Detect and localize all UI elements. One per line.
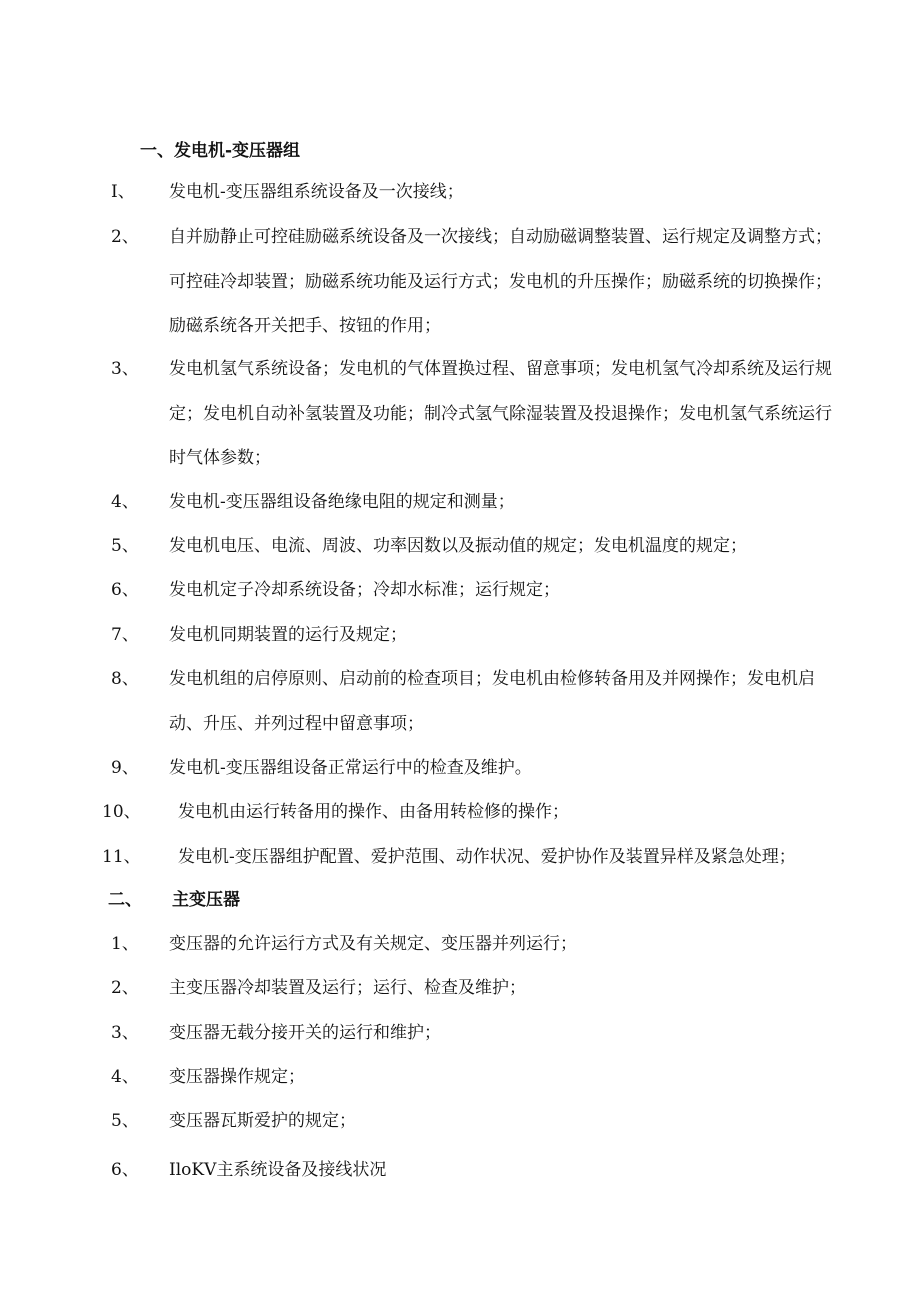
list-item xyxy=(111,524,845,569)
list-item xyxy=(111,215,845,349)
item-text: 发电机-变压器组设备正常运行中的检查及维护。 xyxy=(169,758,532,778)
item-text: 发电机氢气系统设备；发电机的气体置换过程、留意事项；发电机氢气冷却系统及运行规定；发电机自动补氢装置及功能；制冷式氢气除湿装置及投退操作；发电机氢气系统运行时气体参数； xyxy=(169,359,832,468)
item-number: 4、 xyxy=(111,1067,139,1087)
list-item xyxy=(111,922,845,967)
list-item xyxy=(111,568,845,613)
item-number: 2、 xyxy=(111,978,139,998)
item-number: 2、 xyxy=(111,227,139,247)
item-number: 3、 xyxy=(111,1023,139,1043)
list-item xyxy=(102,835,883,880)
item-number: 3、 xyxy=(111,359,139,379)
list-item xyxy=(111,1099,845,1144)
item-number: 7、 xyxy=(111,625,139,645)
item-text: 发电机同期装置的运行及规定； xyxy=(169,625,407,645)
item-number: 11、 xyxy=(102,847,141,867)
list-item xyxy=(111,480,845,525)
section-1-heading-text: 一、发电机-变压器组 xyxy=(140,141,301,161)
list-item xyxy=(111,1148,845,1193)
section-1-heading xyxy=(140,139,300,163)
list-item xyxy=(111,347,845,481)
list-item xyxy=(111,966,845,1011)
list-item xyxy=(111,657,845,746)
item-text: 发电机-变压器组系统设备及一次接线； xyxy=(169,182,464,202)
list-item xyxy=(111,746,845,791)
section-2-heading-text: 主变压器 xyxy=(172,890,240,910)
item-number: 6、 xyxy=(111,580,139,600)
item-text: 发电机定子冷却系统设备；冷却水标准；运行规定； xyxy=(169,580,560,600)
item-number: 10、 xyxy=(102,802,141,822)
list-item xyxy=(102,790,858,835)
item-text: 自并励静止可控硅励磁系统设备及一次接线；自动励磁调整装置、运行规定及调整方式；可控硅冷却装置；励磁系统功能及运行方式；发电机的升压操作；励磁系统的切换操作；励磁系统各开关把手、按钮的作用； xyxy=(169,227,832,336)
item-text: IloKV主系统设备及接线状况 xyxy=(169,1160,387,1180)
item-text: 变压器操作规定； xyxy=(169,1067,305,1087)
section-2-heading xyxy=(108,888,240,912)
list-item xyxy=(111,1011,845,1056)
item-text: 变压器无载分接开关的运行和维护； xyxy=(169,1023,441,1043)
item-number: 8、 xyxy=(111,669,139,689)
list-item xyxy=(111,1055,845,1100)
list-item xyxy=(111,170,845,215)
item-text: 变压器瓦斯爱护的规定； xyxy=(169,1111,356,1131)
item-text: 发电机由运行转备用的操作、由备用转检修的操作； xyxy=(178,802,569,822)
item-text: 主变压器冷却装置及运行；运行、检查及维护； xyxy=(169,978,526,998)
item-number: 9、 xyxy=(111,758,139,778)
list-item xyxy=(111,613,845,658)
item-number: 6、 xyxy=(111,1160,139,1180)
item-text: 发电机电压、电流、周波、功率因数以及振动值的规定；发电机温度的规定； xyxy=(169,536,747,556)
item-text: 发电机-变压器组护配置、爱护范围、动作状况、爱护协作及装置异样及紧急处理； xyxy=(178,847,796,867)
item-number: 4、 xyxy=(111,492,139,512)
item-text: 发电机-变压器组设备绝缘电阻的规定和测量； xyxy=(169,492,515,512)
item-text: 发电机组的启停原则、启动前的检查项目；发电机由检修转备用及并网操作；发电机启动、升压、并列过程中留意事项； xyxy=(169,669,815,734)
item-number: 5、 xyxy=(111,1111,139,1131)
item-text: 变压器的允许运行方式及有关规定、变压器并列运行； xyxy=(169,934,577,954)
item-number: I、 xyxy=(111,182,135,202)
item-number: 5、 xyxy=(111,536,139,556)
item-number: 1、 xyxy=(111,934,139,954)
section-2-heading-number: 二、 xyxy=(108,890,142,910)
